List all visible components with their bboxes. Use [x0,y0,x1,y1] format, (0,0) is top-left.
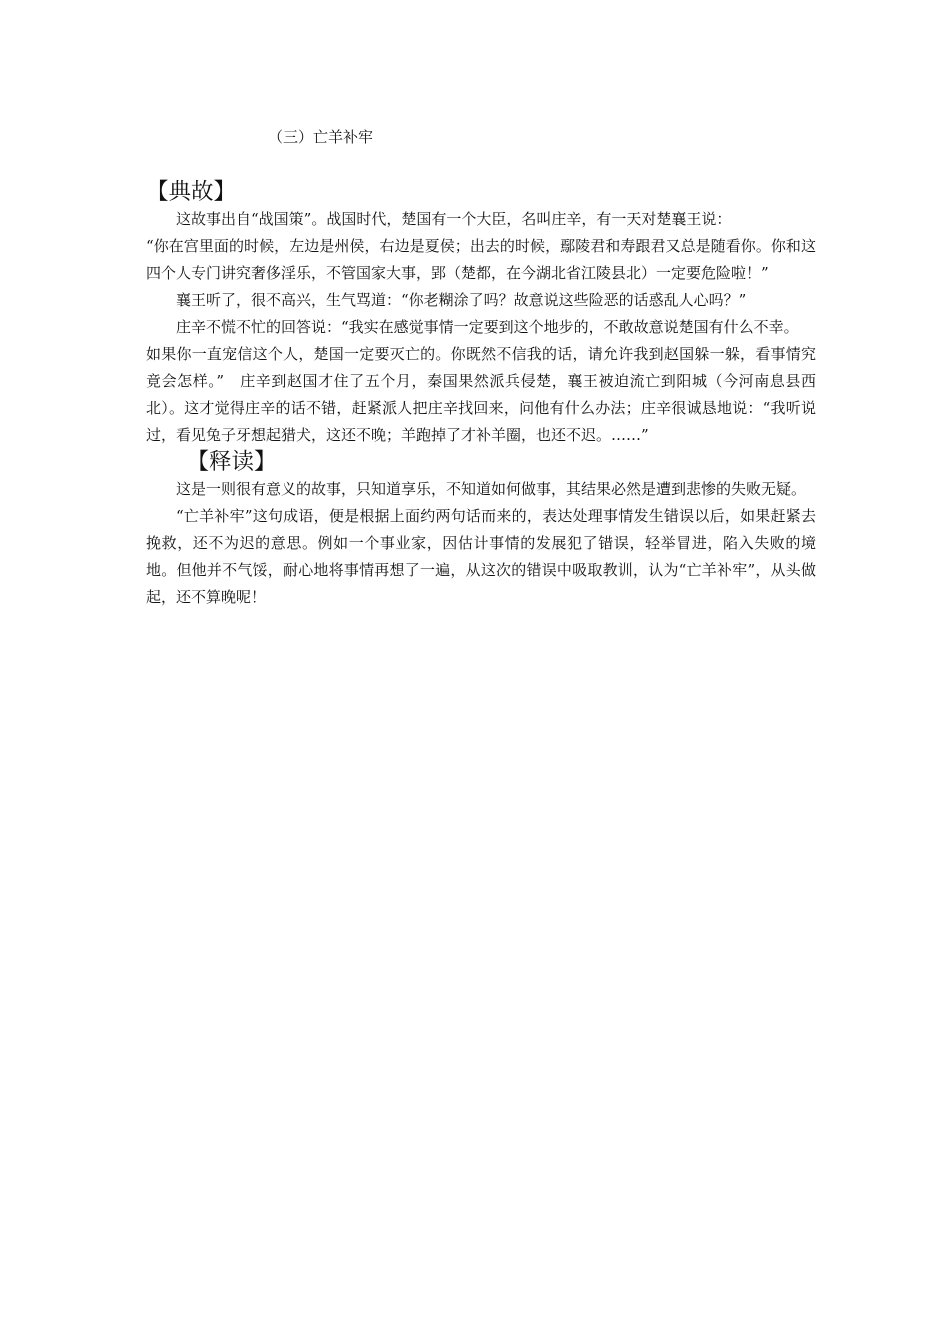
paragraph-interpretation-1: 这是一则很有意义的故事，只知道享乐，不知道如何做事，其结果必然是遭到悲惨的失败无疑。 [176,480,807,498]
document-page [146,124,832,611]
section-heading-allusion: 【典故】 [146,179,237,205]
paragraph-interpretation-2: “亡羊补牢”这句成语，便是根据上面约两句话而来的，表达处理事情发生错误以后，如果赶紧去挽救，还不为迟的意思。例如一个事业家，因估计事情的发展犯了错误，轻举冒进，陷入失败的境地。但他并不气馁，耐心地将事情再想了一遍，从这次的错误中吸取教训，认为“亡羊补牢”，从头做起，还不算晚呢！ [146,507,816,606]
paragraph-allusion-1: 这故事出自“战国策”。战国时代，楚国有一个大臣，名叫庄辛，有一天对楚襄王说： [176,210,732,228]
paragraph-allusion-3: 襄王听了，很不高兴，生气骂道：“你老糊涂了吗？故意说这些险恶的话惑乱人心吗？” [176,291,747,309]
document-title: （三）亡羊补牢 [268,128,374,146]
paragraph-allusion-5: 如果你一直宠信这个人，楚国一定要灭亡的。你既然不信我的话，请允许我到赵国躲一躲，看事情究竟会怎样。” 庄辛到赵国才住了五个月，秦国果然派兵侵楚，襄王被迫流亡到阳城（今河南息县西 北）。这才觉得庄辛的话不错，赶紧派人把庄辛找回来，问他有什么办法；庄辛很诚恳地说：“我听说过，看见兔子牙想起猎犬，这还不晚；羊跑掉了才补羊圈，也还不迟。……” [146,345,832,444]
paragraph-allusion-4: 庄辛不慌不忙的回答说：“我实在感觉事情一定要到这个地步的，不敢故意说楚国有什么不幸。 [176,318,799,336]
paragraph-allusion-2: “你在宫里面的时候，左边是州侯，右边是夏侯；出去的时候，鄢陵君和寿跟君又总是随看你。你和这四个人专门讲究奢侈淫乐，不管国家大事，郢（楚都，在今湖北省江陵县北）一定要危险啦！” [146,237,816,282]
section-heading-interpretation: 【释读】 [186,449,277,475]
